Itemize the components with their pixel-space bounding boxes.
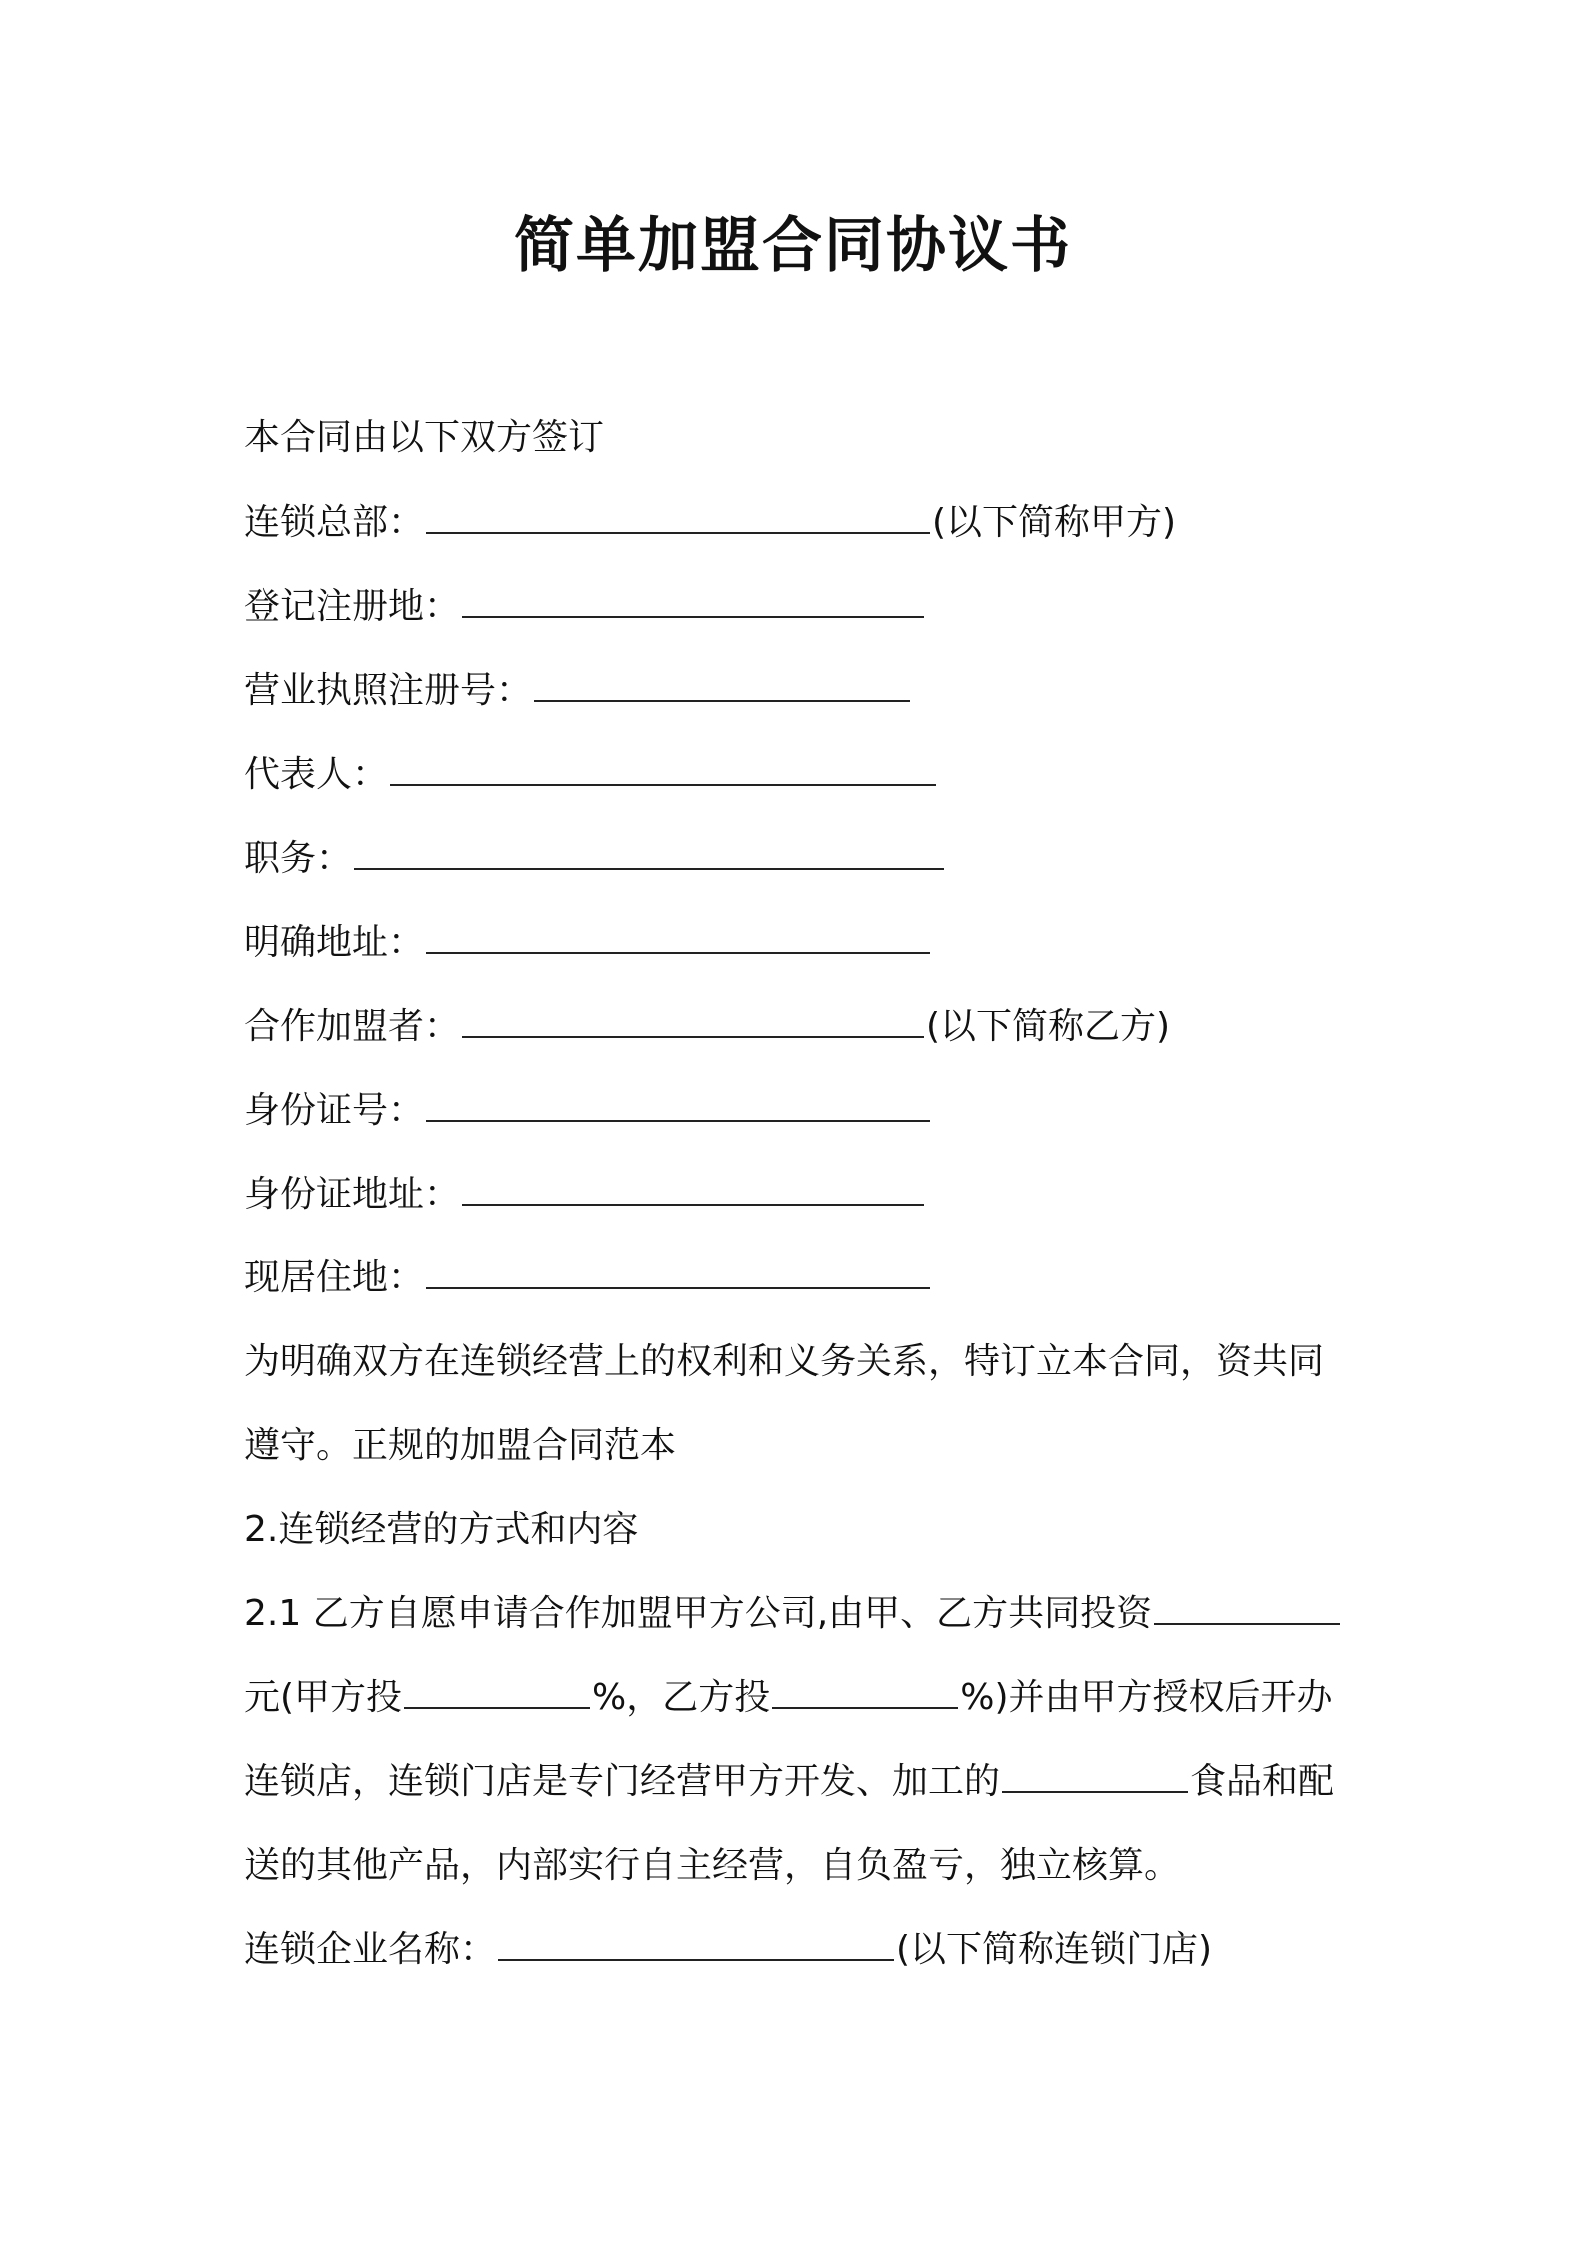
chain-name-label: 连锁企业名称： bbox=[244, 1929, 497, 1970]
hq-blank bbox=[426, 502, 930, 534]
chain-name-blank bbox=[498, 1929, 894, 1961]
position-label: 职务： bbox=[244, 838, 353, 879]
id-no-blank bbox=[426, 1090, 930, 1122]
franchisee-suffix: (以下简称乙方) bbox=[926, 1006, 1171, 1047]
chain-name-suffix: (以下简称连锁门店) bbox=[896, 1929, 1213, 1970]
section-2-heading-text: 2.连锁经营的方式和内容 bbox=[244, 1509, 639, 1550]
investment-amount-blank bbox=[1154, 1593, 1340, 1625]
residence-label: 现居住地： bbox=[244, 1257, 425, 1298]
address-label: 明确地址： bbox=[244, 922, 425, 963]
franchisee-label: 合作加盟者： bbox=[244, 1006, 461, 1047]
party-a-share-blank bbox=[404, 1677, 590, 1709]
franchisee-line bbox=[244, 1002, 1170, 1052]
representative-line bbox=[244, 750, 938, 800]
document-title: 简单加盟合同协议书 bbox=[514, 211, 1072, 281]
position-line bbox=[244, 834, 946, 884]
address-line bbox=[244, 918, 932, 968]
clause-2-1-text-2b: %，乙方投 bbox=[592, 1677, 771, 1718]
purpose-line-1 bbox=[244, 1337, 1324, 1387]
party-b-share-blank bbox=[772, 1677, 958, 1709]
clause-2-1-text-1: 2.1 乙方自愿申请合作加盟甲方公司,由甲、乙方共同投资 bbox=[244, 1593, 1153, 1634]
clause-2-1-line-4 bbox=[244, 1841, 1180, 1891]
clause-2-1-line-3 bbox=[244, 1757, 1334, 1807]
hq-line bbox=[244, 498, 1176, 548]
license-no-blank bbox=[534, 670, 910, 702]
position-blank bbox=[354, 838, 944, 870]
id-address-blank bbox=[462, 1174, 924, 1206]
intro-line bbox=[244, 413, 604, 463]
residence-blank bbox=[426, 1257, 930, 1289]
franchisee-blank bbox=[462, 1006, 924, 1038]
residence-line bbox=[244, 1253, 932, 1303]
id-no-label: 身份证号： bbox=[244, 1090, 425, 1131]
hq-suffix: (以下简称甲方) bbox=[932, 502, 1177, 543]
purpose-line-2 bbox=[244, 1421, 676, 1471]
license-no-line bbox=[244, 666, 912, 716]
clause-2-1-text-2a: 元(甲方投 bbox=[244, 1677, 403, 1718]
clause-2-1-text-3a: 连锁店，连锁门店是专门经营甲方开发、加工的 bbox=[244, 1761, 1001, 1802]
representative-blank bbox=[390, 754, 936, 786]
purpose-text-1: 为明确双方在连锁经营上的权利和义务关系，特订立本合同，资共同 bbox=[244, 1341, 1325, 1382]
clause-2-1-text-3b: 食品和配 bbox=[1190, 1761, 1335, 1802]
section-2-heading bbox=[244, 1505, 638, 1555]
registered-place-label: 登记注册地： bbox=[244, 586, 461, 627]
registered-place-blank bbox=[462, 586, 924, 618]
product-blank bbox=[1002, 1761, 1188, 1793]
id-address-label: 身份证地址： bbox=[244, 1174, 461, 1215]
clause-2-1-text-4: 送的其他产品，内部实行自主经营，自负盈亏，独立核算。 bbox=[244, 1845, 1181, 1886]
intro-text: 本合同由以下双方签订 bbox=[244, 417, 605, 458]
id-no-line bbox=[244, 1086, 932, 1136]
chain-name-line bbox=[244, 1925, 1212, 1975]
clause-2-1-line-1 bbox=[244, 1589, 1342, 1639]
registered-place-line bbox=[244, 582, 926, 632]
id-address-line bbox=[244, 1170, 926, 1220]
hq-label: 连锁总部： bbox=[244, 502, 425, 543]
purpose-text-2: 遵守。正规的加盟合同范本 bbox=[244, 1425, 677, 1466]
clause-2-1-text-2c: %)并由甲方授权后开办 bbox=[960, 1677, 1333, 1718]
address-blank bbox=[426, 922, 930, 954]
representative-label: 代表人： bbox=[244, 754, 389, 795]
clause-2-1-line-2 bbox=[244, 1673, 1333, 1723]
license-no-label: 营业执照注册号： bbox=[244, 670, 533, 711]
